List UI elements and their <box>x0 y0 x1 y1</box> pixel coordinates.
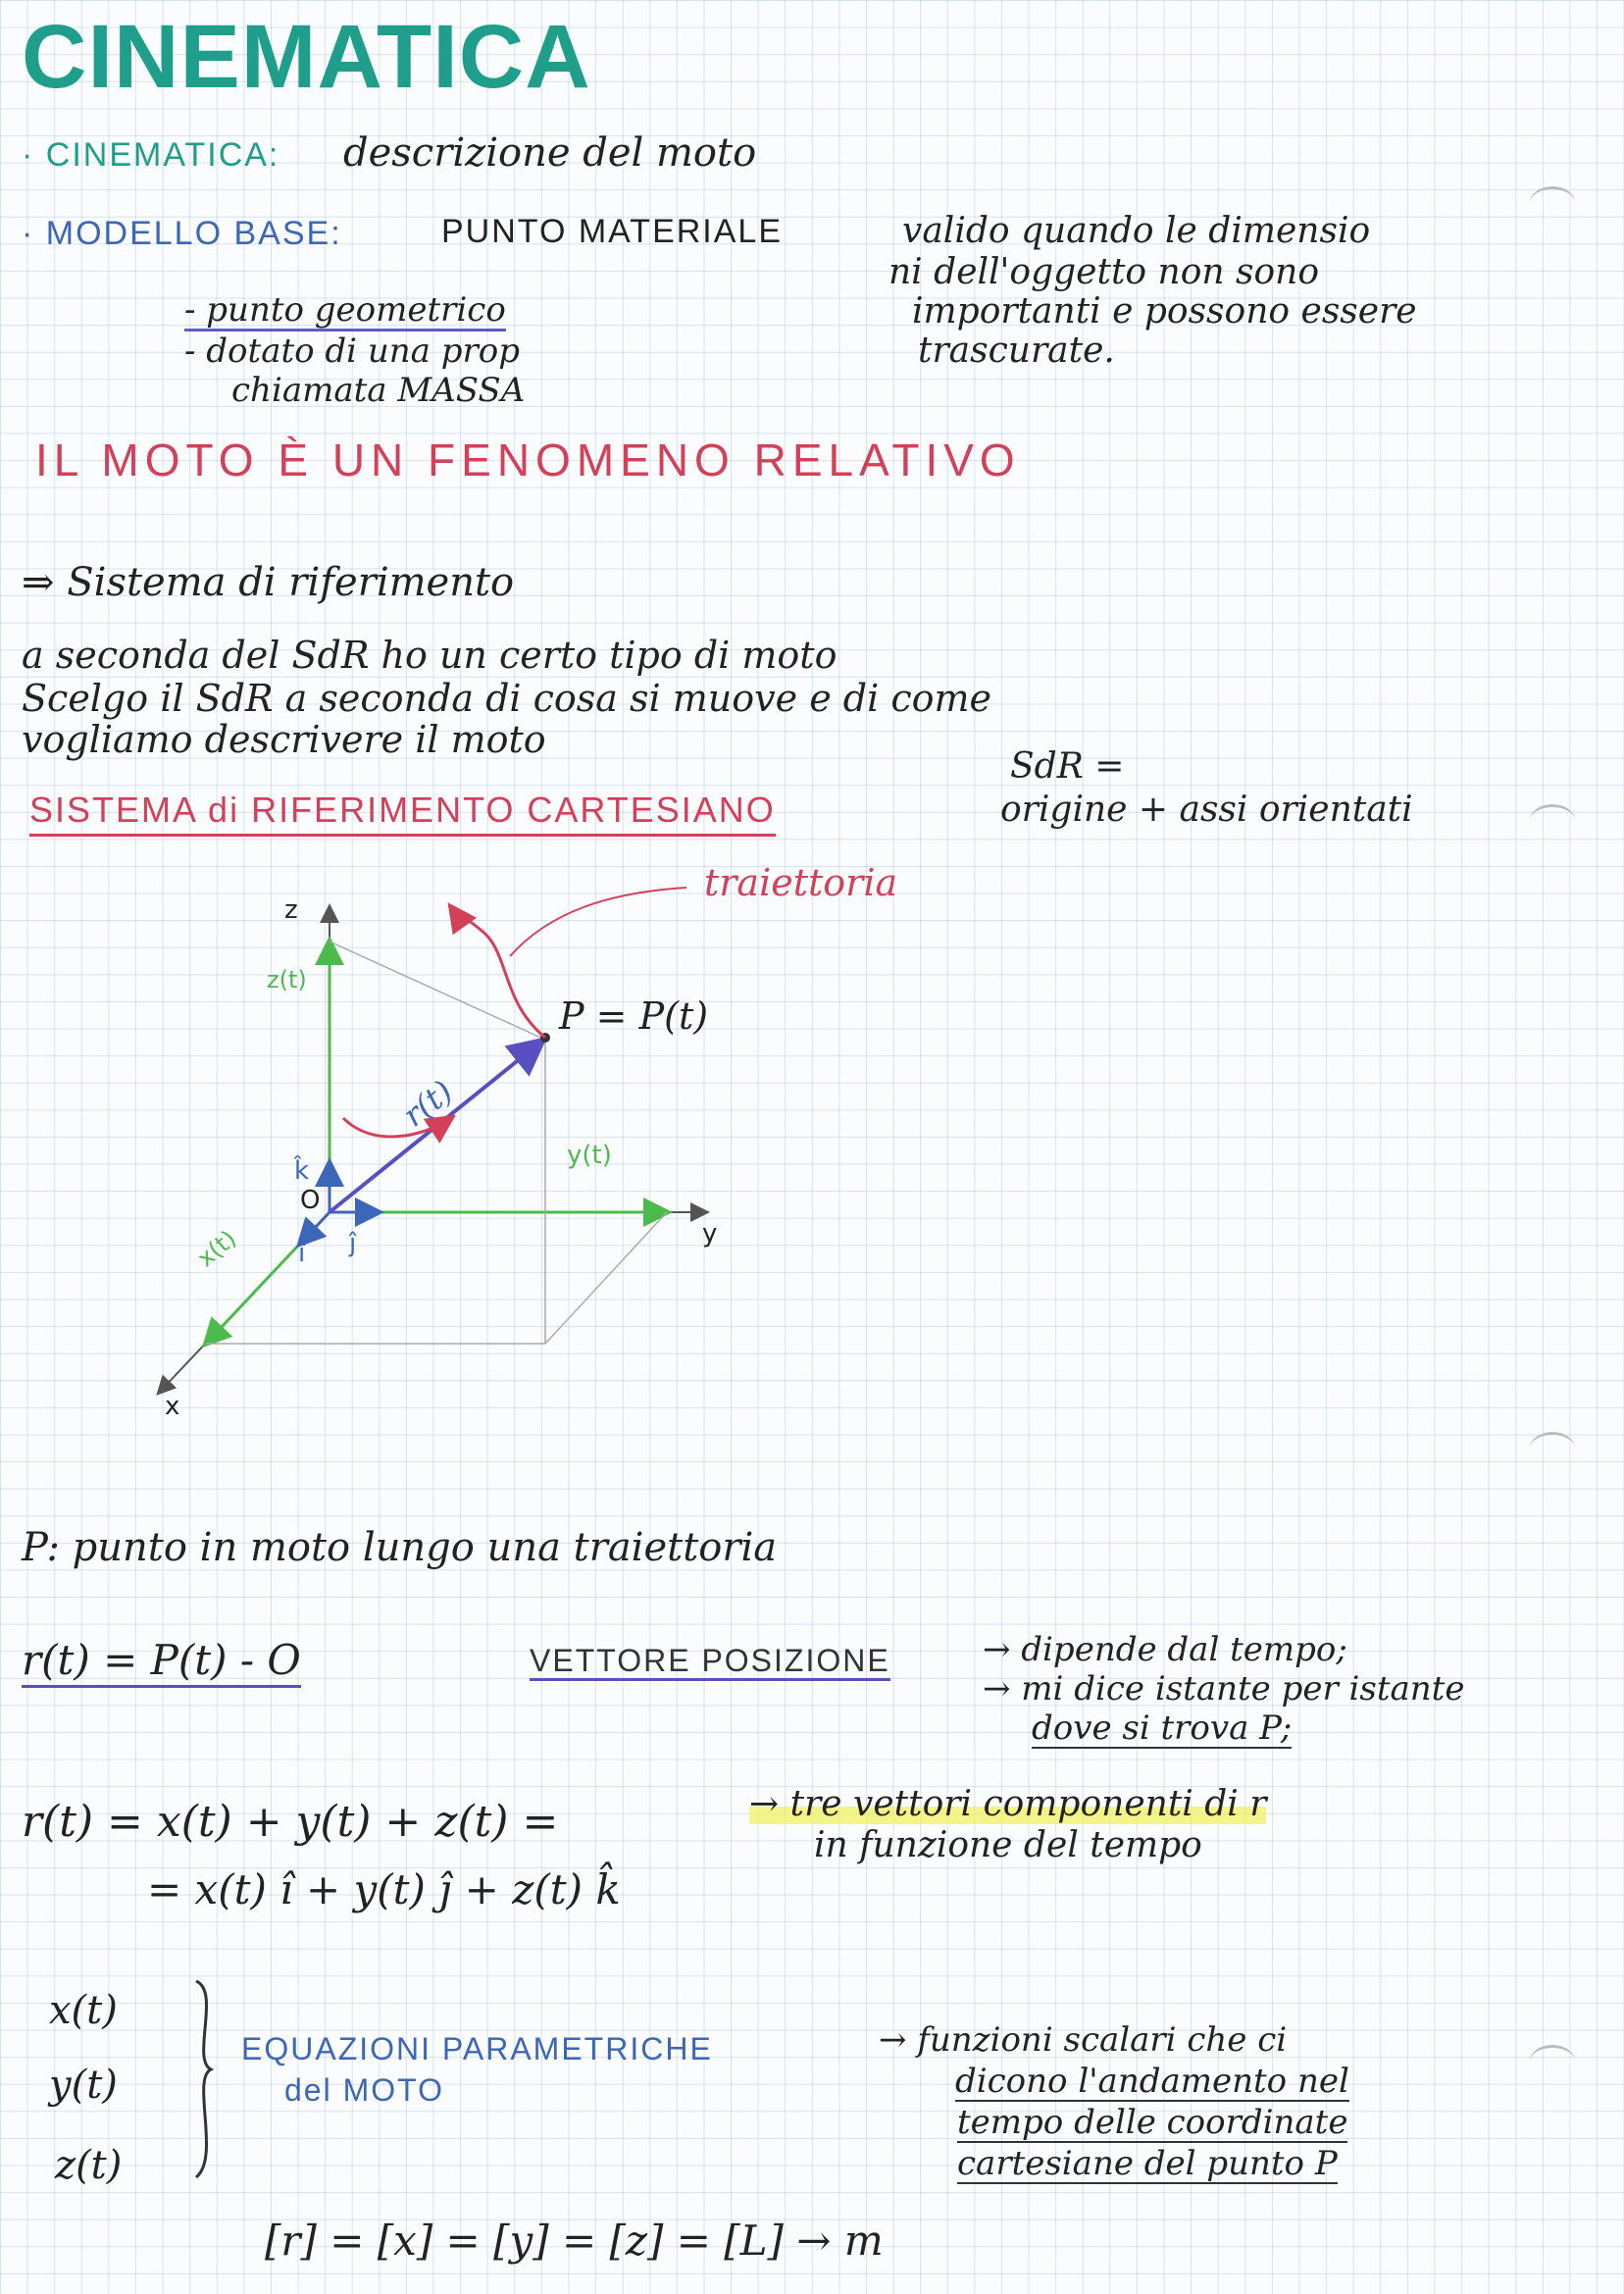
param-note-1: → funzioni scalari che ci <box>879 2020 1288 2060</box>
units-line: [r] = [x] = [y] = [z] = [L] → m <box>265 2217 884 2265</box>
model-name: PUNTO MATERIALE <box>441 213 784 250</box>
param-label-1: EQUAZIONI PARAMETRICHE <box>241 2031 713 2066</box>
model-label: · MODELLO BASE: <box>22 215 342 252</box>
param-note-2: dicono l'andamento nel <box>955 2062 1349 2101</box>
r-components: = x(t) î + y(t) ĵ + z(t) k̂ <box>147 1865 621 1913</box>
model-note-3: importanti e possono essere <box>912 291 1417 331</box>
model-prop-1: - punto geometrico <box>184 292 506 331</box>
vector-note-3: dove si trova P; <box>1032 1708 1293 1748</box>
param-note-4: cartesiane del punto P <box>957 2144 1338 2183</box>
vector-note-1: → dipende dal tempo; <box>983 1630 1347 1669</box>
y-axis-label: y <box>702 1219 718 1249</box>
cartesian-heading: SISTEMA di RIFERIMENTO CARTESIANO <box>29 790 776 837</box>
relative-line-1: a seconda del SdR ho un certo tipo di moto <box>22 634 837 677</box>
i-hat-label: î <box>298 1239 306 1268</box>
x-t-label: x(t) <box>191 1224 242 1273</box>
model-prop-2: - dotato di una prop <box>184 331 520 371</box>
vector-position-label: VETTORE POSIZIONE <box>530 1644 890 1681</box>
r-definition: r(t) = P(t) - O <box>22 1638 301 1688</box>
z-axis-label: z <box>284 895 298 925</box>
k-hat-label: k̂ <box>294 1156 310 1186</box>
param-note-3: tempo delle coordinate <box>957 2103 1348 2142</box>
vector-note-2: → mi dice istante per istante <box>983 1669 1465 1708</box>
relative-heading: IL MOTO È UN FENOMENO RELATIVO <box>35 434 1021 485</box>
relative-line-3: vogliamo descrivere il moto <box>22 718 546 761</box>
sdr-line-2: origine + assi orientati <box>1000 790 1413 830</box>
relative-line-2: Scelgo il SdR a seconda di cosa si muove e di come <box>22 677 992 720</box>
param-var-x: x(t) <box>49 1988 118 2033</box>
model-note-1: valido quando le dimensio <box>902 211 1371 251</box>
j-hat-label: ĵ <box>349 1229 357 1258</box>
component-note-2: in funzione del tempo <box>814 1825 1202 1865</box>
trajectory-label: traiettoria <box>704 861 898 904</box>
param-var-z: z(t) <box>55 2143 123 2188</box>
definition-text: descrizione del moto <box>343 130 757 176</box>
param-var-y: y(t) <box>49 2063 118 2108</box>
y-t-label: y(t) <box>567 1141 612 1170</box>
z-t-label: z(t) <box>267 966 307 994</box>
page-title: CINEMATICA <box>22 7 591 107</box>
reference-system: ⇒ Sistema di riferimento <box>22 560 515 605</box>
model-prop-3: chiamata MASSA <box>231 371 526 410</box>
p-line: P: punto in moto lungo una traiettoria <box>22 1525 778 1570</box>
model-note-2: ni dell'oggetto non sono <box>888 252 1320 292</box>
sdr-line-1: SdR = <box>1010 746 1125 787</box>
x-axis-label: x <box>165 1392 180 1421</box>
definition-label: · CINEMATICA: <box>22 136 280 174</box>
component-note-1: → tre vettori componenti di r <box>749 1784 1267 1824</box>
point-label: P = P(t) <box>559 994 709 1038</box>
model-note-4: trascurate. <box>918 331 1115 371</box>
origin-label: O <box>300 1186 321 1215</box>
param-label-2: del MOTO <box>284 2072 444 2108</box>
r-label: r(t) <box>395 1072 460 1135</box>
r-sum: r(t) = x(t) + y(t) + z(t) = <box>22 1797 559 1847</box>
